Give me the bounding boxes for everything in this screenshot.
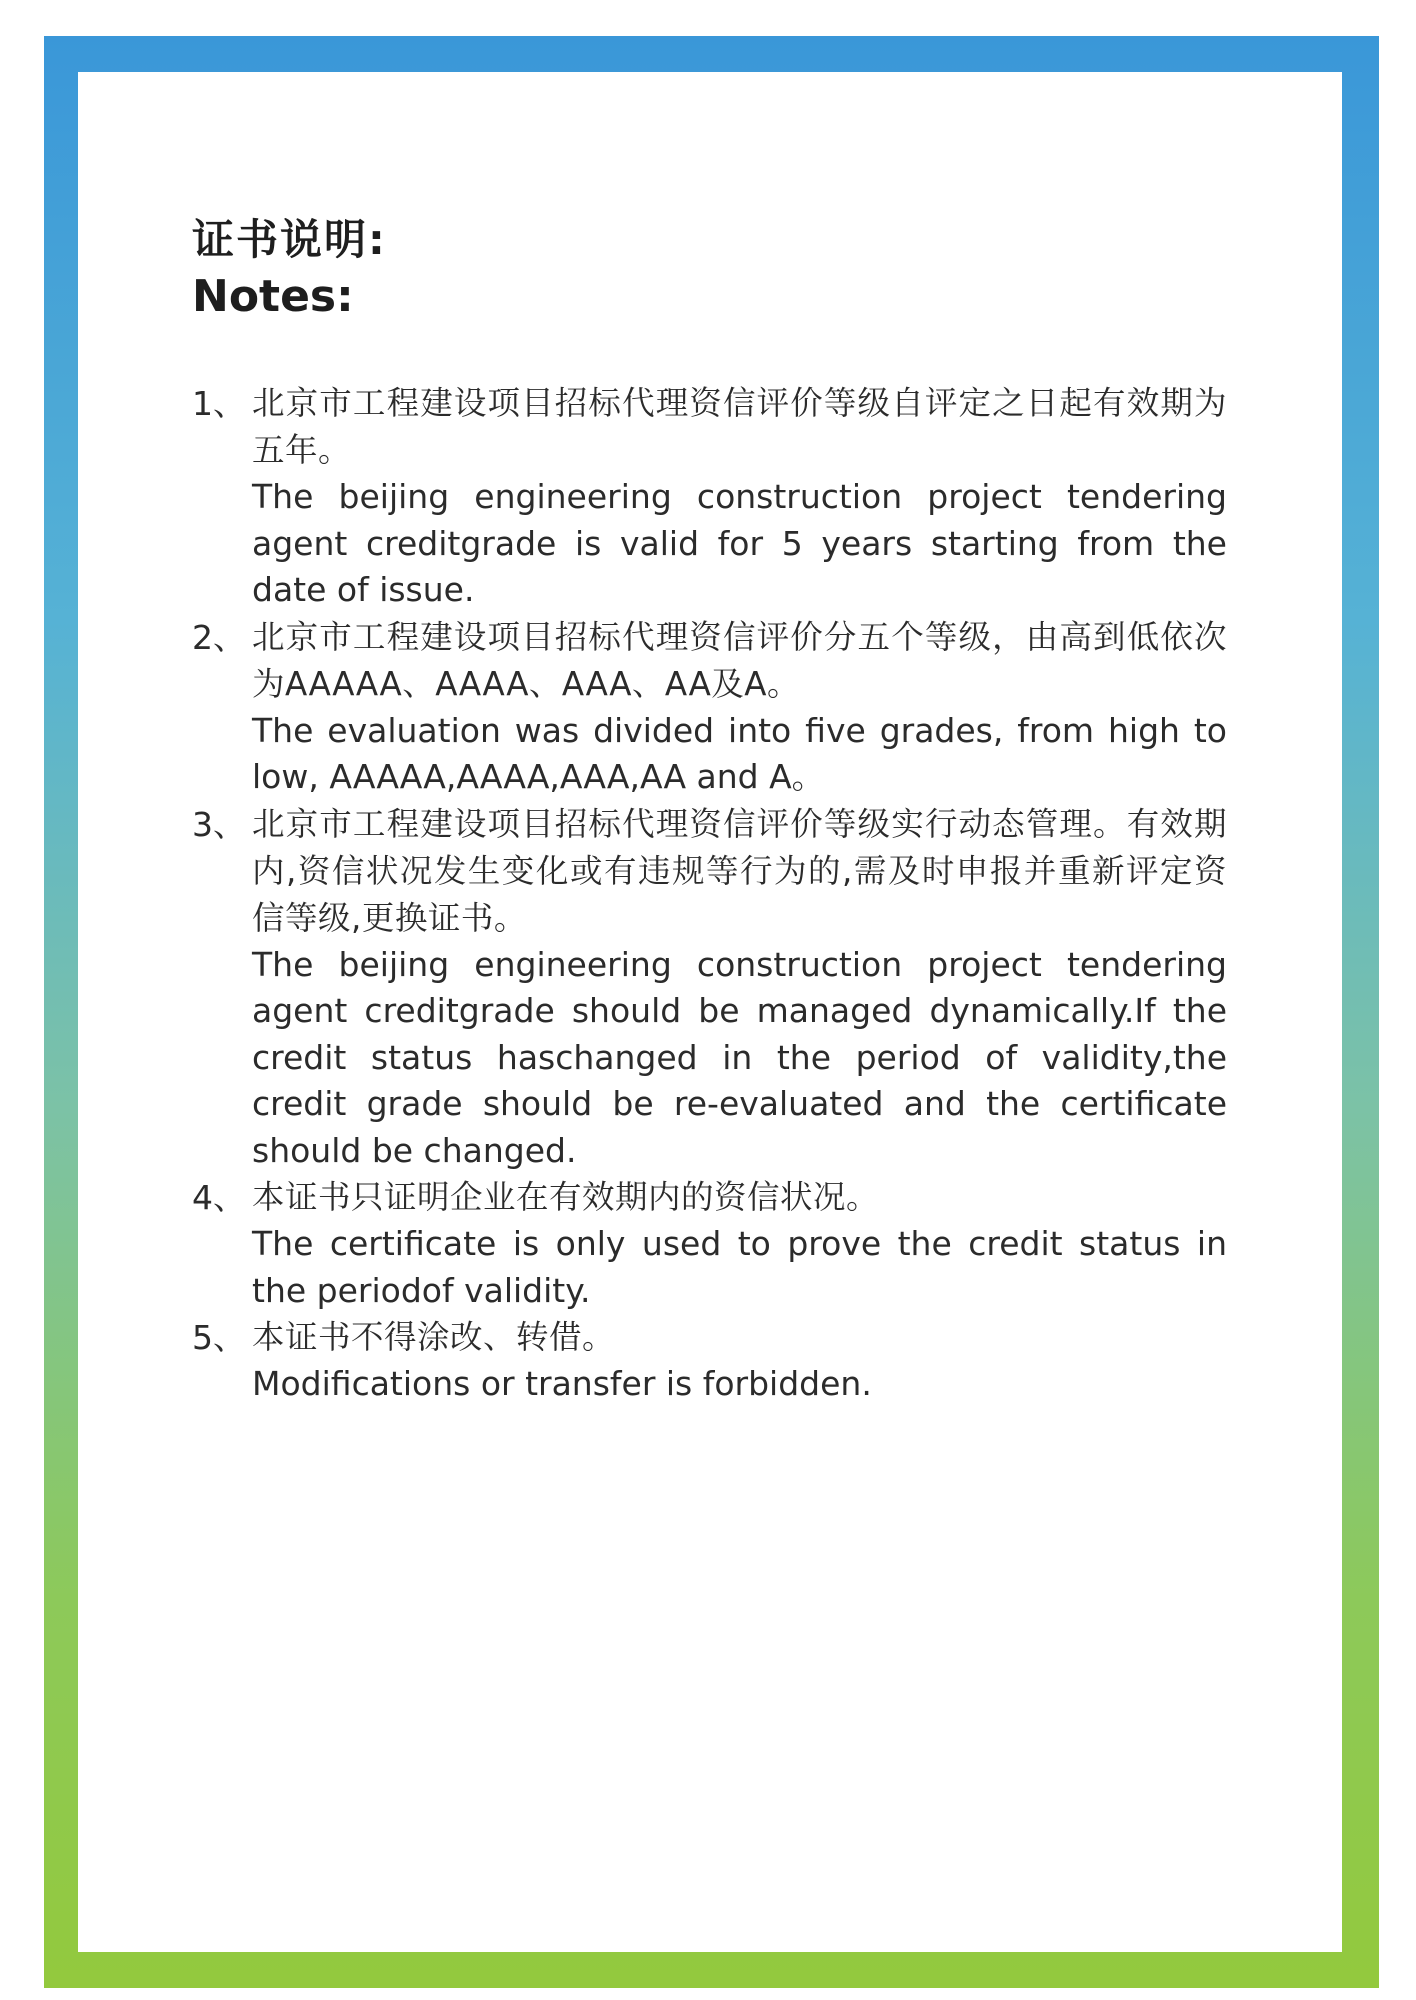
note-body [252,1174,1227,1314]
notes-list [192,380,1227,1408]
note-text-english: The evaluation was divided into five grades, from high to low, AAAAA,AAAA,AAA,AA and A。 [252,710,1227,796]
note-body [252,1314,1227,1408]
note-number: 2、 [192,617,246,657]
note-number: 1、 [192,384,246,423]
notes-content [192,212,1227,1408]
note-body [252,614,1227,801]
note-item-5 [192,1314,1227,1408]
note-text-chinese: 北京市工程建设项目招标代理资信评价等级实行动态管理。有效期内,资信状况发生变化或有违规等行为的,需及时申报并重新评定资信等级,更换证书。 [252,804,1227,937]
note-text-chinese: 北京市工程建设项目招标代理资信评价分五个等级，由高到低依次为AAAAA、AAAA、AAA、AA及A。 [252,617,1227,703]
note-text-chinese: 北京市工程建设项目招标代理资信评价等级自评定之日起有效期为五年。 [252,384,1227,469]
note-body [252,801,1227,1175]
note-text-english: The certificate is only used to prove the credit status in the periodof validity. [252,1224,1227,1310]
note-number: 5、 [192,1318,246,1357]
note-text-chinese: 本证书只证明企业在有效期内的资信状况。 [252,1178,880,1216]
note-text-english: The beijing engineering construction project tendering agent creditgrade should be managed dynamically.If the credit status haschanged in the period of validity,the credit grade should be re-evaluated and the certificate should be changed. [252,944,1227,1170]
title-chinese: 证书说明: [192,215,387,264]
note-number: 3、 [192,804,246,844]
note-item-1 [192,380,1227,614]
note-text-english: Modifications or transfer is forbidden. [252,1364,872,1403]
note-text-english: The beijing engineering construction project tendering agent creditgrade is valid for 5 years starting from the date of issue. [252,477,1227,609]
note-text-chinese: 本证书不得涂改、转借。 [252,1318,616,1356]
note-number: 4、 [192,1178,246,1217]
note-item-2 [192,614,1227,801]
note-body [252,380,1227,614]
note-item-4 [192,1174,1227,1314]
title-english: Notes: [192,271,354,322]
note-item-3 [192,801,1227,1175]
